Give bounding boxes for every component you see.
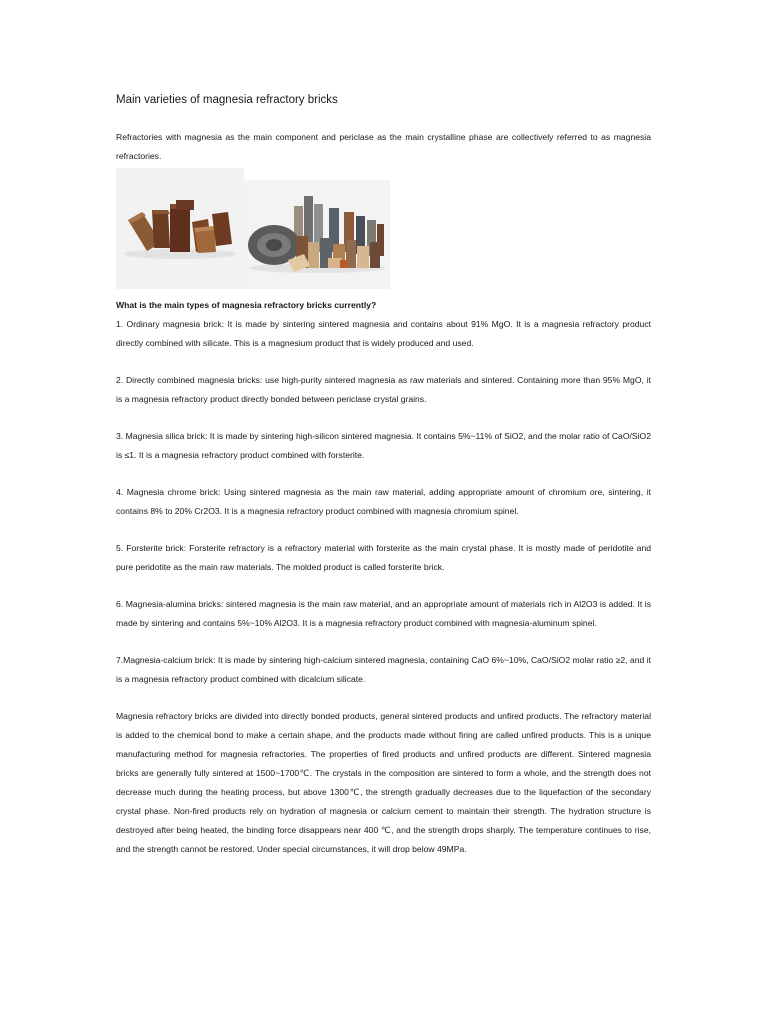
types-question: What is the main types of magnesia refractory bricks currently? [116,300,377,310]
magnesia-bricks-photo-2 [244,180,390,289]
intro-paragraph: Refractories with magnesia as the main component and periclase as the main crystalline phase are collectively referred to as magnesia refractories. [116,132,651,161]
list-item: 4. Magnesia chrome brick: Using sintered magnesia as the main raw material, adding appropriate amount of chromium ore, sintering, it contains 8% to 20% Cr2O3. It is a magnesia refractory product combined with magnesia chromium spinel. [116,487,651,516]
list-item: 5. Forsterite brick: Forsterite refractory is a refractory material with forsterite as the main crystal phase. It is mostly made of peridotite and pure peridotite as the main raw materials. The molded product is called forsterite brick. [116,543,651,572]
list-item: 7.Magnesia-calcium brick: It is made by sintering high-calcium sintered magnesia, containing CaO 6%~10%, CaO/SiO2 molar ratio ≥2, and it is a magnesia refractory product combined with dicalcium silicate. [116,655,651,684]
list-item: 6. Magnesia-alumina bricks: sintered magnesia is the main raw material, and an appropriate amount of materials rich in Al2O3 is added. It is made by sintering and contains 5%~10% Al2O3. It is a magnesia refractory product combined with magnesia-aluminum spinel. [116,599,651,628]
summary-paragraph: Magnesia refractory bricks are divided into directly bonded products, general sintered products and unfired products. The refractory material is added to the chemical bond to make a certain shape, and the products made without firing are called unfired products. This is a unique manufacturing method for magnesia refractories. The properties of fired products and unfired products are different. Sintered magnesia bricks are generally fully sintered at 1500~1700℃. The crystals in the composition are sintered to form a whole, and the strength does not decrease much during the heating process, but above 1300℃, the strength gradually decreases due to the liquefaction of the secondary crystal phase. Non-fired products rely on hydration of magnesia or calcium cement to maintain their strength. The hydration structure is destroyed after being heated, the binding force disappears near 400 ℃, and the strength drops sharply. The temperature continues to rise, and the strength cannot be restored. Under special circumstances, it will drop below 49MPa. [116,711,651,854]
article-body [116,94,651,859]
page-title: Main varieties of magnesia refractory bricks [116,94,338,106]
list-item: 1. Ordinary magnesia brick: It is made by sintering sintered magnesia and contains about 91% MgO. It is a magnesia refractory product directly combined with silicate. This is a magnesium product that is widely produced and used. [116,319,651,348]
product-images [116,168,651,289]
magnesia-bricks-photo-1 [116,168,244,289]
list-item: 3. Magnesia silica brick: It is made by sintering high-silicon sintered magnesia. It contains 5%~11% of SiO2, and the molar ratio of CaO/SiO2 is ≤1. It is a magnesia refractory product combined with forsterite. [116,431,651,460]
list-item: 2. Directly combined magnesia bricks: use high-purity sintered magnesia as raw materials and sintered. Containing more than 95% MgO, it is a magnesia refractory product directly bonded between periclase crystal grains. [116,375,651,404]
